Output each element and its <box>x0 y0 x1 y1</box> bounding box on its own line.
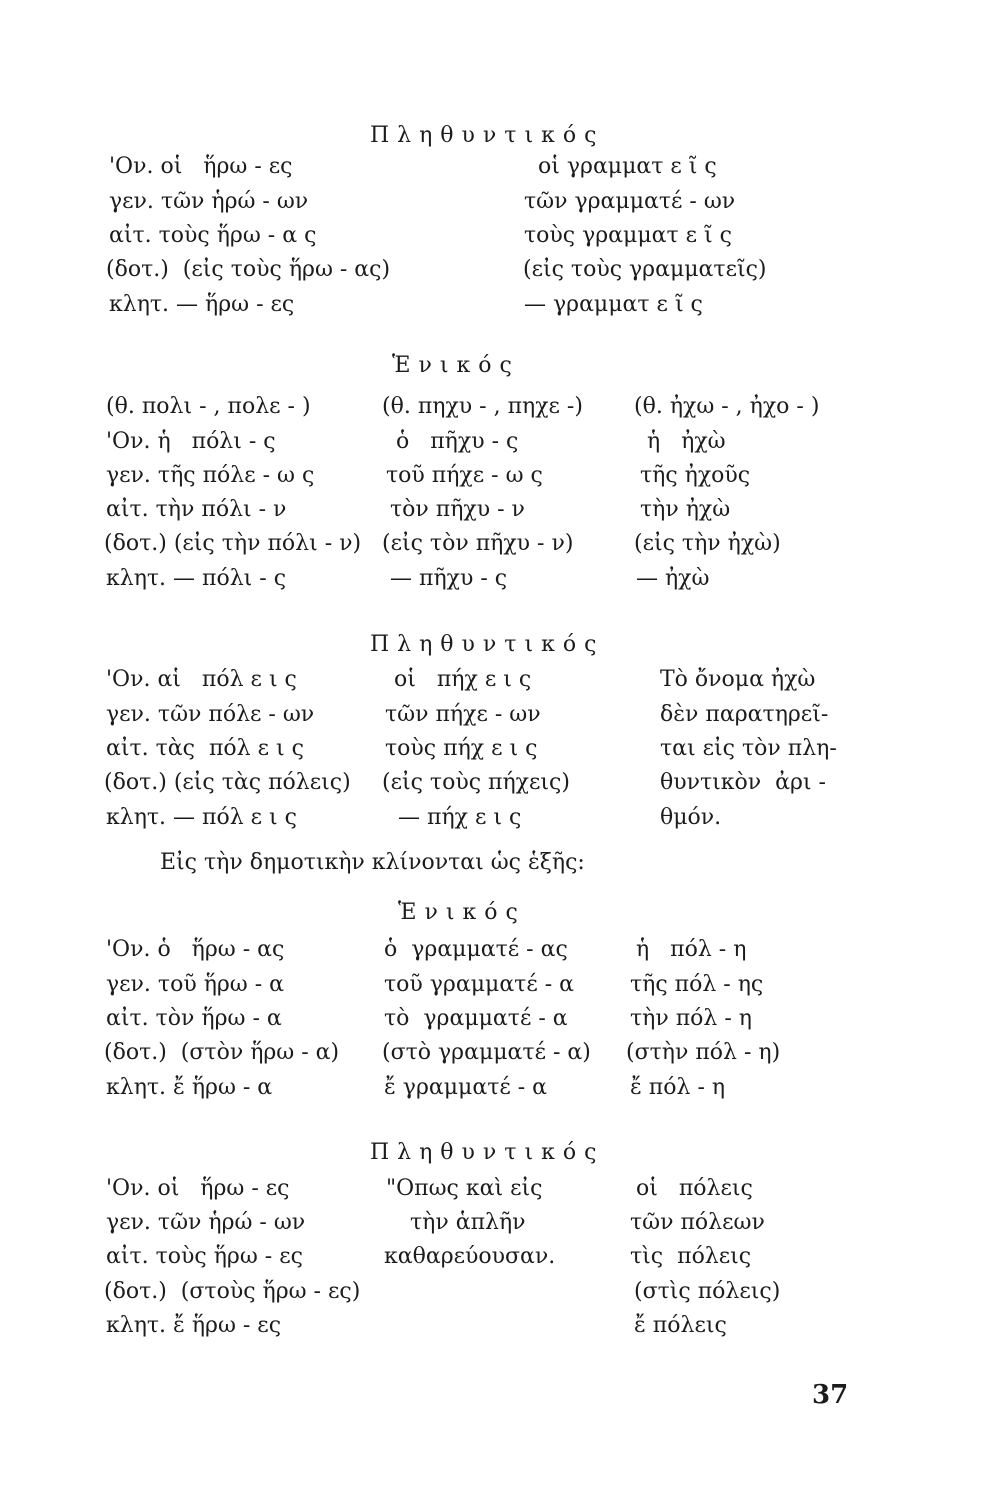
s5-r0-c2: οἱ πόλεις <box>636 1176 753 1201</box>
s1-r2-c1: τοὺς γραμματ ε ῖ ς <box>524 223 732 248</box>
demotic-intro: Εἰς τὴν δημοτικὴν κλίνονται ὡς ἑξῆς: <box>160 850 585 875</box>
s3-r3-c1: (εἰς τοὺς πήχεις) <box>382 770 570 795</box>
s1-r2-c0: αἰτ. τοὺς ἥρω - α ς <box>109 223 317 248</box>
s1-r4-c0: κλητ. — ἥρω - ες <box>109 292 295 317</box>
s1-r0-c0: 'Ον. οἱ ἥρω - ες <box>109 154 293 179</box>
s4-r0-c2: ἡ πόλ - η <box>636 937 747 962</box>
s2-r5-c2: — ἠχὼ <box>636 566 710 591</box>
s2-r3-c2: τὴν ἠχὼ <box>640 497 731 522</box>
s5-r0-c1: "Οπως καὶ εἰς <box>386 1176 543 1201</box>
note-line-4: θυντικὸν ἀρι - <box>660 770 826 795</box>
s2-r4-c2: (εἰς τὴν ἠχὼ) <box>634 531 781 556</box>
s4-r1-c1: τοῦ γραμματέ - α <box>384 972 575 997</box>
s4-r4-c2: ἔ πόλ - η <box>630 1075 726 1100</box>
s5-r1-c2: τῶν πόλεων <box>630 1210 765 1235</box>
s4-r3-c1: (στὸ γραμματέ - α) <box>382 1040 591 1065</box>
s5-r2-c2: τὶς πόλεις <box>630 1244 752 1269</box>
note-line-2: δὲν παρατηρεῖ- <box>660 702 829 727</box>
s5-r1-c1: τὴν ἁπλῆν <box>410 1210 526 1235</box>
s2-r2-c0: γεν. τῆς πόλε - ω ς <box>106 463 315 488</box>
heading-singular-2: Ἑνικός <box>398 900 526 925</box>
s2-r4-c0: (δοτ.) (εἰς τὴν πόλι - ν) <box>104 531 362 556</box>
s2-r3-c0: αἰτ. τὴν πόλι - ν <box>106 497 287 522</box>
s1-r3-c1: (εἰς τοὺς γραμματεῖς) <box>523 257 767 282</box>
s2-r0-c0: (θ. πολι - , πολε - ) <box>106 394 311 419</box>
s2-r1-c1: ὁ πῆχυ - ς <box>396 429 519 454</box>
s5-r3-c2: (στὶς πόλεις) <box>634 1279 781 1304</box>
s5-r3-c0: (δοτ.) (στοὺς ἥρω - ες) <box>104 1279 361 1304</box>
s2-r1-c0: 'Ον. ἡ πόλι - ς <box>106 429 276 454</box>
page-number: 37 <box>812 1380 849 1410</box>
s5-r2-c1: καθαρεύουσαν. <box>384 1244 556 1269</box>
s3-r0-c0: 'Ον. αἱ πόλ ε ι ς <box>106 667 297 692</box>
s2-r0-c1: (θ. πηχυ - , πηχε -) <box>382 394 583 419</box>
s2-r5-c0: κλητ. — πόλι - ς <box>106 566 287 591</box>
s1-r3-c0: (δοτ.) (εἰς τοὺς ἥρω - ας) <box>106 257 391 282</box>
note-line-5: θμόν. <box>660 805 722 830</box>
s3-r4-c1: — πήχ ε ι ς <box>398 805 522 830</box>
s2-r3-c1: τὸν πῆχυ - ν <box>390 497 525 522</box>
s4-r1-c0: γεν. τοῦ ἥρω - α <box>106 972 285 997</box>
s3-r0-c1: οἱ πήχ ε ι ς <box>394 667 532 692</box>
s5-r4-c0: κλητ. ἔ ἥρω - ες <box>106 1313 282 1338</box>
s4-r0-c0: 'Ον. ὁ ἥρω - ας <box>106 937 285 962</box>
s2-r5-c1: — πῆχυ - ς <box>390 566 508 591</box>
s4-r2-c1: τὸ γραμματέ - α <box>384 1006 568 1031</box>
s2-r1-c2: ἡ ἠχὼ <box>647 429 726 454</box>
s1-r1-c0: γεν. τῶν ἡρώ - ων <box>109 189 309 214</box>
s3-r4-c0: κλητ. — πόλ ε ι ς <box>106 805 297 830</box>
s3-r1-c0: γεν. τῶν πόλε - ων <box>106 702 315 727</box>
s2-r4-c1: (εἰς τὸν πῆχυ - ν) <box>382 531 574 556</box>
s3-r1-c1: τῶν πήχε - ων <box>385 702 541 727</box>
s1-r4-c1: — γραμματ ε ῖ ς <box>524 292 703 317</box>
s1-r1-c1: τῶν γραμματέ - ων <box>524 189 736 214</box>
s1-r0-c1: οἱ γραμματ ε ῖ ς <box>538 154 717 179</box>
s2-r2-c2: τῆς ἠχοῦς <box>640 463 751 488</box>
s5-r4-c2: ἔ πόλεις <box>634 1313 727 1338</box>
s4-r0-c1: ὁ γραμματέ - ας <box>384 937 568 962</box>
s4-r4-c1: ἔ γραμματέ - α <box>384 1075 548 1100</box>
s2-r2-c1: τοῦ πήχε - ω ς <box>386 463 543 488</box>
s4-r1-c2: τῆς πόλ - ης <box>630 972 764 997</box>
s4-r2-c2: τὴν πόλ - η <box>630 1006 752 1031</box>
s4-r3-c2: (στὴν πόλ - η) <box>626 1040 781 1065</box>
s4-r4-c0: κλητ. ἔ ἥρω - α <box>106 1075 273 1100</box>
heading-plural-3: Πληθυντικός <box>370 1140 605 1165</box>
s2-r0-c2: (θ. ἠχω - , ἠχο - ) <box>634 394 820 419</box>
s5-r0-c0: 'Ον. οἱ ἥρω - ες <box>106 1176 290 1201</box>
s5-r2-c0: αἰτ. τοὺς ἥρω - ες <box>106 1244 303 1269</box>
heading-plural-2: Πληθυντικός <box>370 632 605 657</box>
note-line-1: Τὸ ὄνομα ἠχὼ <box>660 667 816 692</box>
s4-r3-c0: (δοτ.) (στὸν ἥρω - α) <box>104 1040 340 1065</box>
s3-r2-c0: αἰτ. τὰς πόλ ε ι ς <box>106 736 304 761</box>
s5-r1-c0: γεν. τῶν ἡρώ - ων <box>106 1210 306 1235</box>
note-line-3: ται εἰς τὸν πλη- <box>660 736 837 761</box>
s3-r3-c0: (δοτ.) (εἰς τὰς πόλεις) <box>104 770 351 795</box>
heading-plural-1: Πληθυντικός <box>370 123 605 148</box>
heading-singular-1: Ἑνικός <box>392 353 520 378</box>
s3-r2-c1: τοὺς πήχ ε ι ς <box>385 736 538 761</box>
s4-r2-c0: αἰτ. τὸν ἥρω - α <box>106 1006 282 1031</box>
